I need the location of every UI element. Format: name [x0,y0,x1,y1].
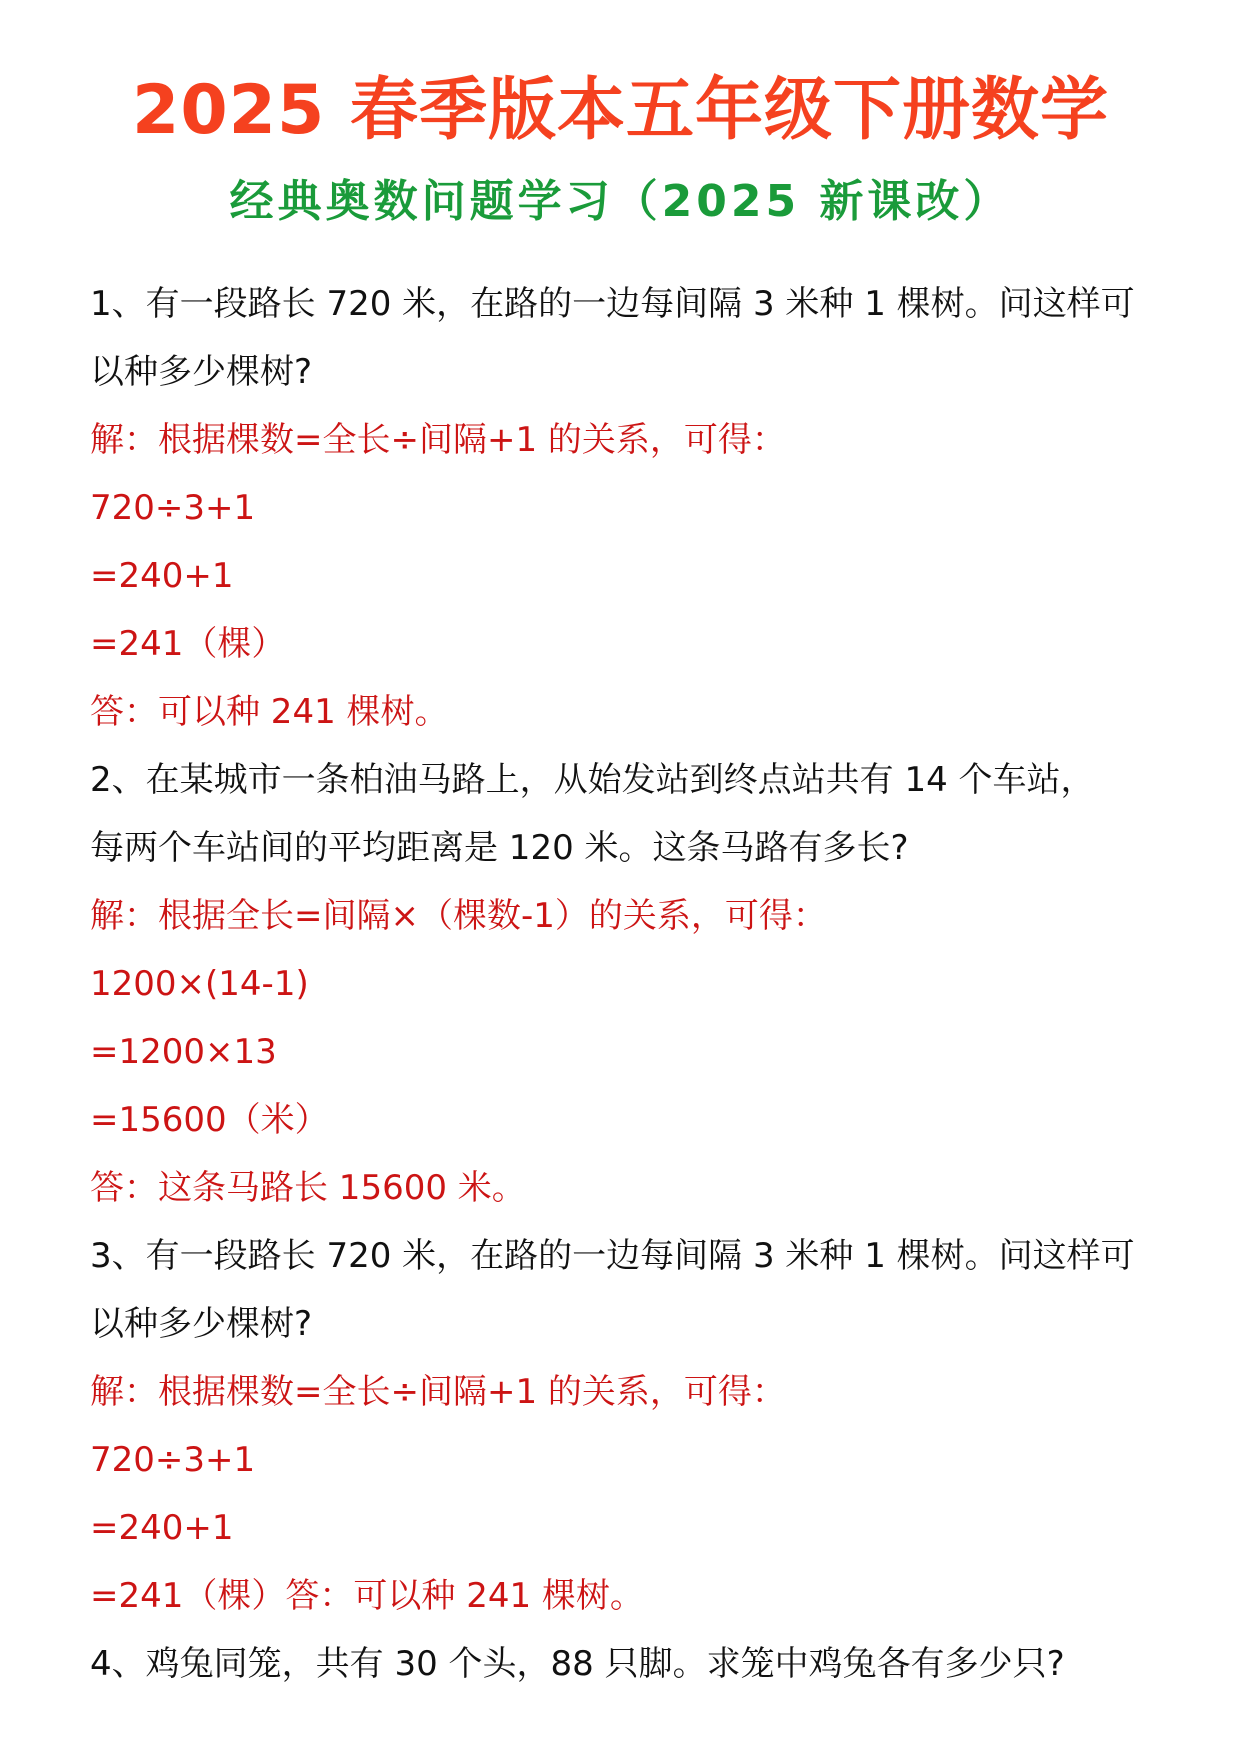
problem-3-step-3-answer: =241（棵）答：可以种 241 棵树。 [90,1576,644,1616]
problem-list [90,270,1160,1698]
problem-4-question: 4、鸡兔同笼，共有 30 个头，88 只脚。求笼中鸡兔各有多少只? [90,1644,1065,1684]
problem-2-answer: 答：这条马路长 15600 米。 [90,1168,526,1208]
problem-1-solution-intro: 解：根据棵数=全长÷间隔+1 的关系，可得： [90,420,786,460]
problem-1-question-line-1: 1、有一段路长 720 米，在路的一边每间隔 3 米种 1 棵树。问这样可 [90,284,1135,324]
problem-1-step-1: 720÷3+1 [90,488,256,528]
problem-2-solution-intro: 解：根据全长=间隔×（棵数-1）的关系，可得： [90,896,827,936]
problem-1-question-line-2: 以种多少棵树? [90,352,313,392]
problem-3-step-2: =240+1 [90,1508,234,1548]
page-subtitle: 经典奥数问题学习（2025 新课改） [229,176,1012,227]
page-title: 2025 春季版本五年级下册数学 [132,71,1109,150]
problem-2-question-line-2: 每两个车站间的平均距离是 120 米。这条马路有多长? [90,828,909,868]
problem-1-step-3: =241（棵） [90,624,286,664]
problem-3-question-line-1: 3、有一段路长 720 米，在路的一边每间隔 3 米种 1 棵树。问这样可 [90,1236,1135,1276]
problem-3-question-line-2: 以种多少棵树? [90,1304,313,1344]
problem-2-question-line-1: 2、在某城市一条柏油马路上，从始发站到终点站共有 14 个车站， [90,760,1095,800]
problem-3-step-1: 720÷3+1 [90,1440,256,1480]
problem-1-answer: 答：可以种 241 棵树。 [90,692,449,732]
problem-3-solution-intro: 解：根据棵数=全长÷间隔+1 的关系，可得： [90,1372,786,1412]
problem-2-step-2: =1200×13 [90,1032,277,1072]
problem-2-step-3: =15600（米） [90,1100,329,1140]
problem-1-step-2: =240+1 [90,556,234,596]
problem-2-step-1: 1200×(14-1) [90,964,309,1004]
